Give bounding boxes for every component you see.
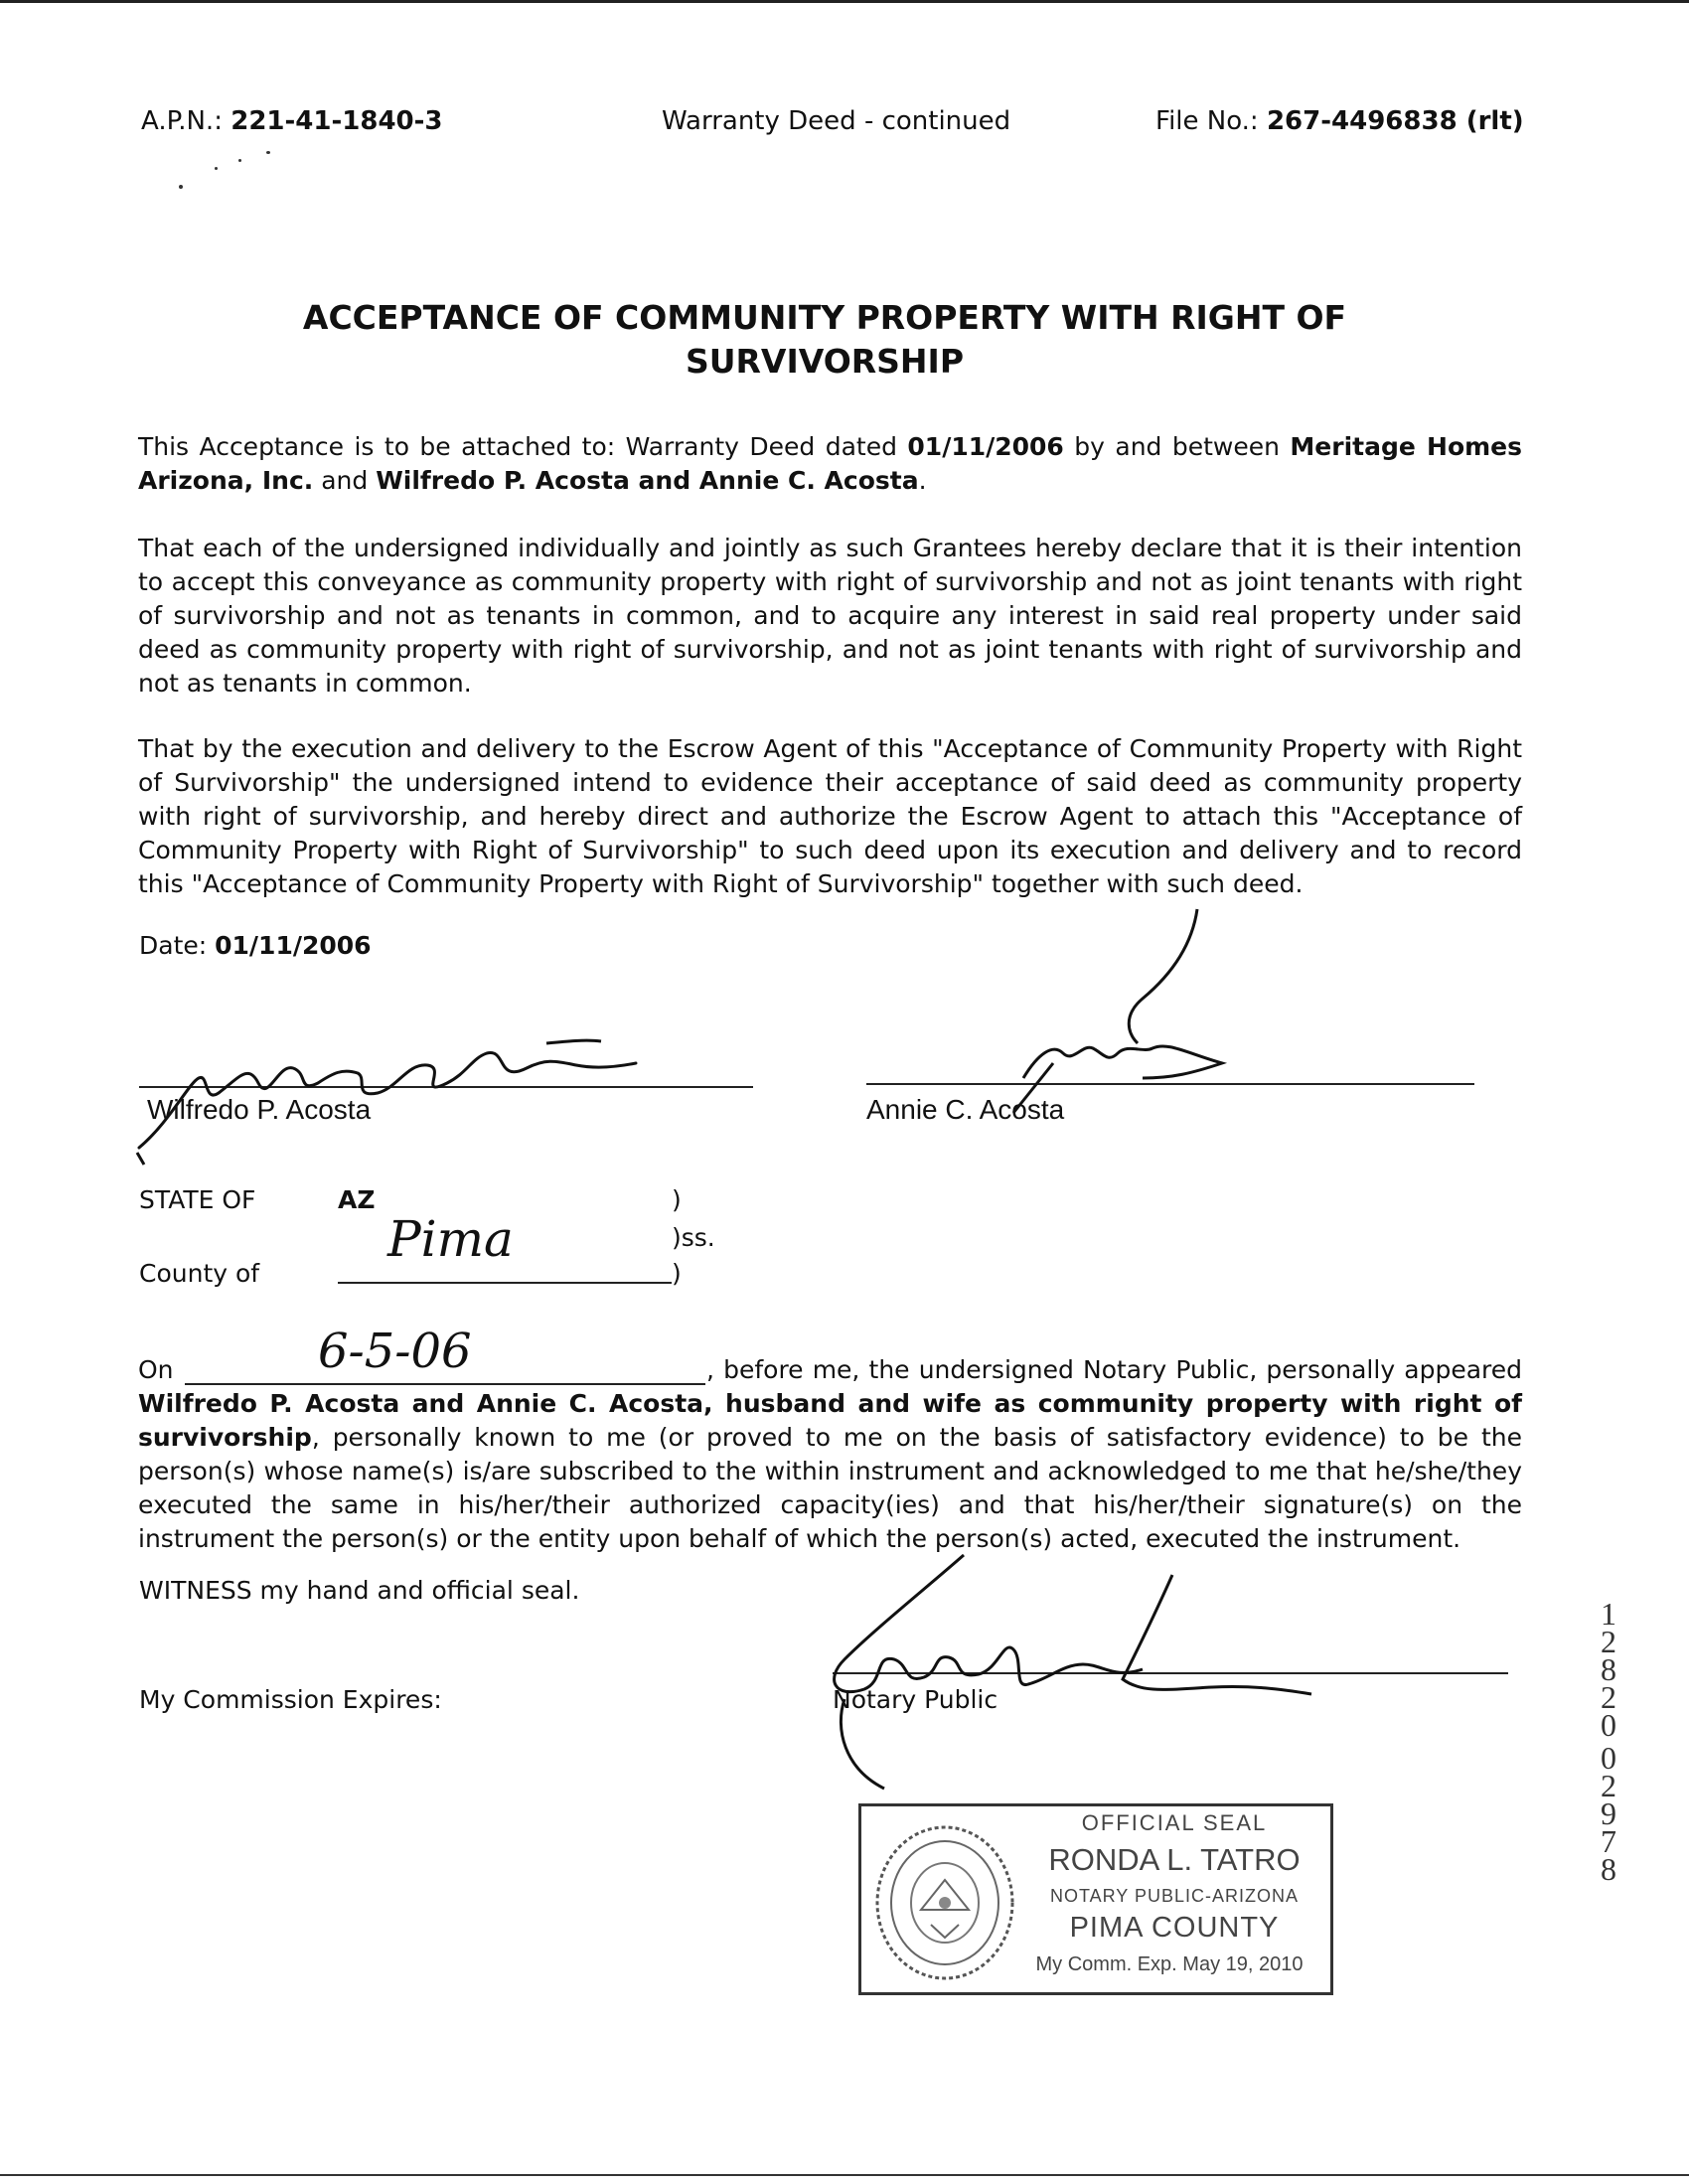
state-value: AZ xyxy=(338,1185,376,1214)
margin-recording-number-part2: 0 2 9 7 8 xyxy=(1601,1740,1616,1887)
scan-speck xyxy=(215,167,218,170)
notary-label: Notary Public xyxy=(833,1685,998,1714)
acceptance-date: Date: 01/11/2006 xyxy=(139,931,372,960)
page-title: ACCEPTANCE OF COMMUNITY PROPERTY WITH RIGHT OF SURVIVORSHIP xyxy=(302,298,1347,381)
document-name: Warranty Deed - continued xyxy=(662,106,1011,136)
county-label: County of xyxy=(139,1259,260,1288)
declaration-paragraph: That each of the undersigned individually and jointly as such Grantees hereby declare that it is their intention to accept this conveyance as community property with right of survivorship and not as joint tenants with right of survivorship and not as tenants in common, and to acquire any interest in said real property under said deed as community property with right of survivorship, and not as joint tenants with right of survivorship and not as tenants in common. xyxy=(138,534,1522,698)
escrow-paragraph: That by the execution and delivery to the Escrow Agent of this "Acceptance of Community Property with Right of Survivorship" the undersigned intend to evidence their acceptance of said deed as community property with right of survivorship, and hereby direct and authorize the Escrow Agent to attach this "Acceptance of Community Property with Right of Survivorship" to such deed upon its execution and delivery and to record this "Acceptance of Community Property with Right of Survivorship" together with such deed. xyxy=(138,734,1522,898)
signature-notary xyxy=(815,1550,1331,1798)
seal-official: OFFICIAL SEAL xyxy=(1081,1810,1268,1835)
apn-value: 221-41-1840-3 xyxy=(230,106,443,136)
scan-bottom-edge xyxy=(0,2174,1689,2176)
acknowledgment-on-label: On xyxy=(138,1355,174,1384)
seal-commission-expiry: My Comm. Exp. May 19, 2010 xyxy=(1035,1953,1304,1975)
venue-paren-top: ) xyxy=(672,1185,682,1214)
signature-annie xyxy=(994,904,1252,1123)
arizona-seal-emblem xyxy=(871,1820,1018,1985)
acceptance-date-value: 01/11/2006 xyxy=(215,931,372,960)
state-label: STATE OF xyxy=(139,1185,256,1214)
witness-text: WITNESS my hand and official seal. xyxy=(139,1576,580,1605)
acknowledged-persons: Wilfredo P. Acosta and Annie C. Acosta, husband and wife as community property with right of survivorship xyxy=(138,1389,1522,1452)
scan-speck xyxy=(266,151,270,154)
venue-ss: )ss. xyxy=(672,1223,715,1252)
deed-date: 01/11/2006 xyxy=(907,432,1064,461)
scan-speck xyxy=(238,159,241,162)
notary-seal xyxy=(858,1803,1333,1995)
signer-name-right: Annie C. Acosta xyxy=(866,1094,1065,1125)
signer-name-left: Wilfredo P. Acosta xyxy=(147,1094,372,1125)
county-handwritten: Pima xyxy=(387,1210,514,1268)
grantor-name: Meritage Homes Arizona, Inc. xyxy=(138,432,1523,495)
scan-speck xyxy=(179,185,183,189)
county-line xyxy=(338,1282,672,1284)
grantee-names: Wilfredo P. Acosta and Annie C. Acosta xyxy=(376,466,919,495)
file-number-value: 267-4496838 (rlt) xyxy=(1266,106,1524,136)
scan-top-edge xyxy=(0,0,1689,3)
seal-notary-name: RONDA L. TATRO xyxy=(1048,1842,1301,1877)
seal-notary-public-arizona: NOTARY PUBLIC-ARIZONA xyxy=(1049,1886,1300,1906)
commission-expires: My Commission Expires: xyxy=(139,1685,442,1714)
venue-paren-bottom: ) xyxy=(672,1259,682,1288)
signature-wilfredo xyxy=(129,1023,666,1163)
apn: A.P.N.: 221-41-1840-3 xyxy=(141,106,443,136)
margin-recording-number-part1: 1 2 8 2 0 xyxy=(1601,1596,1616,1743)
intro-paragraph: This Acceptance is to be attached to: Warranty Deed dated 01/11/2006 by and between Meritage Homes Arizona, Inc. and Wilfredo P. Acosta and Annie C. Acosta. xyxy=(138,432,1523,495)
seal-county: PIMA COUNTY xyxy=(1069,1912,1280,1944)
acknowledgment-date-handwritten: 6-5-06 xyxy=(318,1324,472,1379)
acknowledgment-paragraph: On , before me, the undersigned Notary Public, personally appeared Wilfredo P. Acosta and Annie C. Acosta, husband and wife as community property with right of survivorship, personally known to me (or proved to me on the basis of satisfactory evidence) to be the person(s) whose name(s) is/are subscribed to the within instrument and acknowledged to me that he/she/they executed the same in his/her/their authorized capacity(ies) and that his/her/their signature(s) on the instrument the person(s) or the entity upon behalf of which the person(s) acted, executed the instrument. xyxy=(138,1355,1522,1553)
file-number: File No.: 267-4496838 (rlt) xyxy=(1155,106,1524,136)
